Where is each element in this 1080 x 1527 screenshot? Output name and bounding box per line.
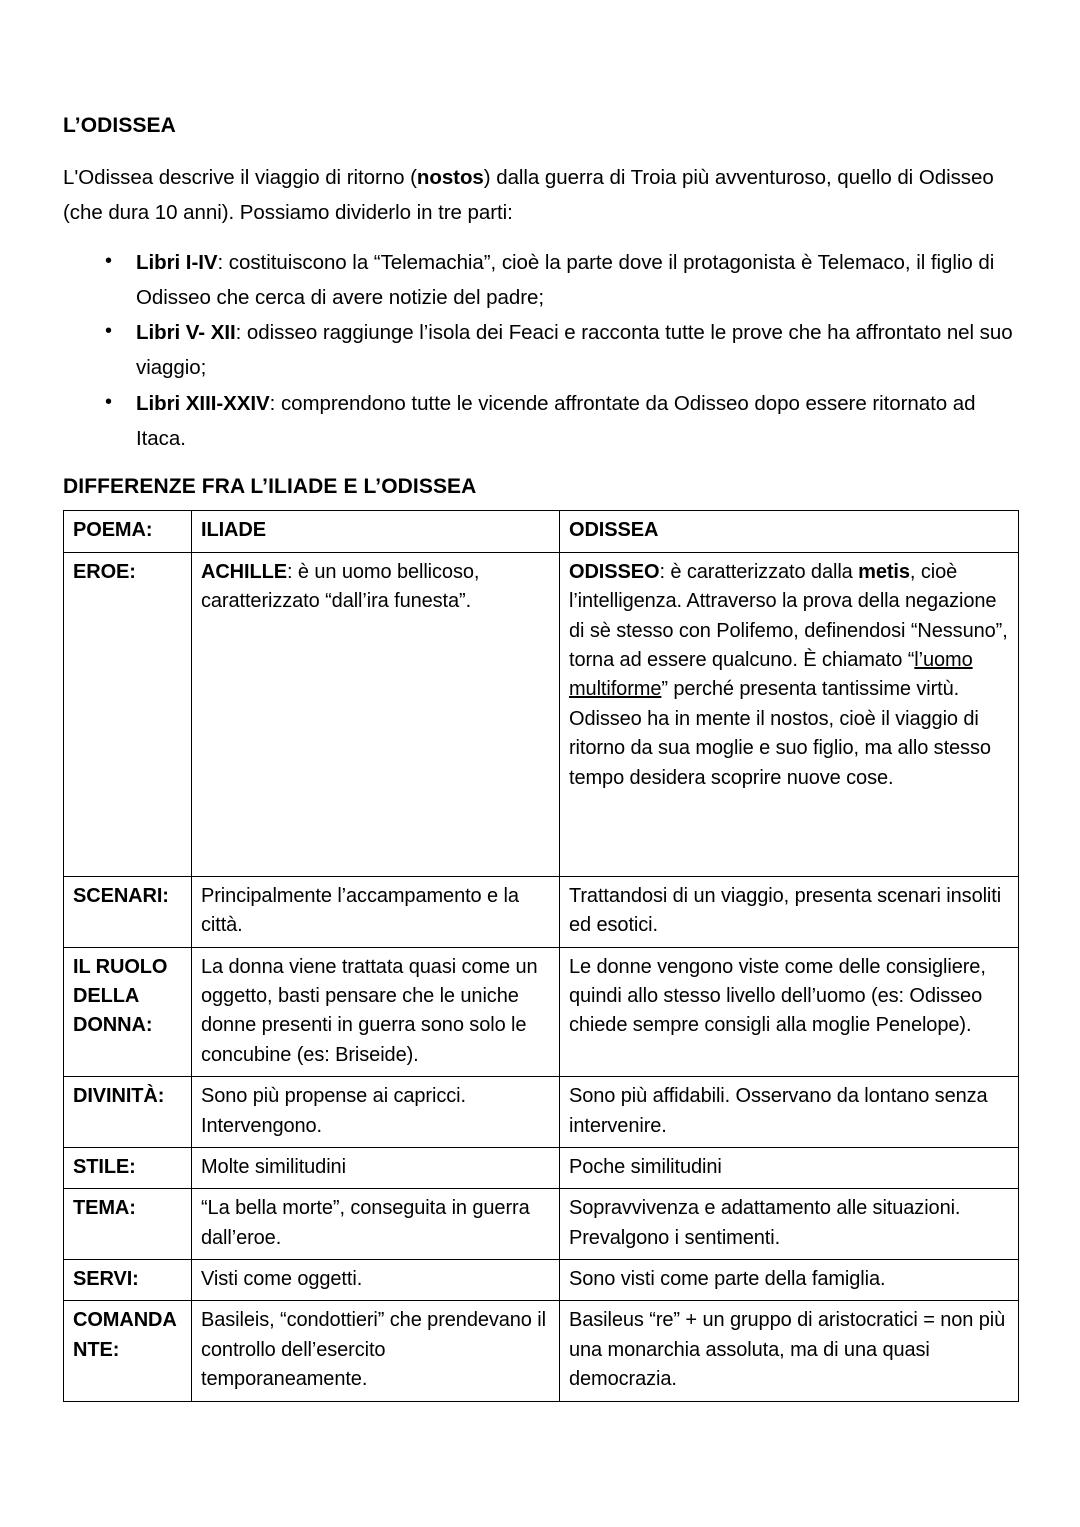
table-row xyxy=(64,552,1019,876)
table-header-row xyxy=(64,511,1019,552)
cell-iliade-comandante: Basileis, “condottieri” che prendevano il controllo dell’esercito temporaneamente. xyxy=(192,1301,560,1401)
row-label-divinita: DIVINITÀ: xyxy=(64,1077,192,1148)
cell-odissea-tema: Sopravvivenza e adattamento alle situazioni. Prevalgono i sentimenti. xyxy=(560,1189,1019,1260)
page-title: L’ODISSEA xyxy=(63,114,176,137)
bullet-label: Libri I-IV xyxy=(136,250,218,274)
table-row xyxy=(64,1077,1019,1148)
intro-emphasis-nostos: nostos xyxy=(416,166,484,190)
row-label-eroe: EROE: xyxy=(64,552,192,876)
table-row xyxy=(64,1260,1019,1301)
list-item xyxy=(105,245,1018,316)
row-label-scenari: SCENARI: xyxy=(64,876,192,947)
cell-iliade-stile: Molte similitudini xyxy=(192,1147,560,1188)
table-header-iliade: ILIADE xyxy=(192,511,560,552)
cell-odissea-eroe xyxy=(560,552,1019,876)
cell-emphasis-metis: metis xyxy=(858,560,910,583)
cell-odissea-ruolo-donna: Le donne vengono viste come delle consigliere, quindi allo stesso livello dell’uomo (es: Odisseo chiede sempre consigli alla moglie Penelope). xyxy=(560,947,1019,1077)
intro-text-before: L'Odissea descrive il viaggio di ritorno ( xyxy=(63,166,417,190)
table-header-poema: POEMA: xyxy=(64,511,192,552)
cell-iliade-divinita: Sono più propense ai capricci. Intervengono. xyxy=(192,1077,560,1148)
bullet-text: : comprendono tutte le vicende affrontate da Odisseo dopo essere ritornato ad Itaca. xyxy=(136,391,976,450)
table-row xyxy=(64,947,1019,1077)
cell-underline-uomo-multiforme: l’uomo multiforme xyxy=(569,648,973,701)
table-row xyxy=(64,1301,1019,1401)
bullet-label: Libri XIII-XXIV xyxy=(136,391,270,415)
table-row xyxy=(64,1189,1019,1260)
row-label-stile: STILE: xyxy=(64,1147,192,1188)
cell-odissea-servi: Sono visti come parte della famiglia. xyxy=(560,1260,1019,1301)
section-heading-differenze: DIFFERENZE FRA L’ILIADE E L’ODISSEA xyxy=(63,475,477,499)
row-label-tema: TEMA: xyxy=(64,1189,192,1260)
cell-odissea-stile: Poche similitudini xyxy=(560,1147,1019,1188)
cell-iliade-servi: Visti come oggetti. xyxy=(192,1260,560,1301)
table-row xyxy=(64,1147,1019,1188)
comparison-table xyxy=(63,510,1019,1401)
cell-iliade-eroe xyxy=(192,552,560,876)
list-item xyxy=(105,315,1018,386)
cell-iliade-scenari: Principalmente l’accampamento e la città. xyxy=(192,876,560,947)
cell-iliade-tema: “La bella morte”, conseguita in guerra dall’eroe. xyxy=(192,1189,560,1260)
cell-text-b: , cioè l’intelligenza. Attraverso la prova della negazione di sè stesso con Polifemo, definendosi “Nessuno”, torna ad essere qualcuno. È chiamato “ xyxy=(569,560,1008,671)
cell-iliade-ruolo-donna: La donna viene trattata quasi come un oggetto, basti pensare che le uniche donne presenti in guerra sono solo le concubine (es: Briseide). xyxy=(192,947,560,1077)
row-label-ruolo-donna: IL RUOLO DELLA DONNA: xyxy=(64,947,192,1077)
list-item xyxy=(105,386,1018,457)
table-header-odissea: ODISSEA xyxy=(560,511,1019,552)
cell-emphasis-achille: ACHILLE xyxy=(201,560,287,583)
row-label-comandante: COMANDANTE: xyxy=(64,1301,192,1401)
row-label-servi: SERVI: xyxy=(64,1260,192,1301)
parts-list xyxy=(63,245,1018,457)
cell-text: : è un uomo bellicoso, caratterizzato “dall’ira funesta”. xyxy=(201,560,480,613)
table-row xyxy=(64,876,1019,947)
bullet-label: Libri V- XII xyxy=(136,321,236,345)
intro-text-after: ) dalla guerra di Troia più avventuroso, quello di Odisseo (che dura 10 anni). Possiamo dividerlo in tre parti: xyxy=(63,166,994,225)
cell-text-a: : è caratterizzato dalla xyxy=(659,560,859,583)
cell-text-c: ” perché presenta tantissime virtù. Odisseo ha in mente il nostos, cioè il viaggio di ritorno da sua moglie e suo figlio, ma allo stesso tempo desidera scoprire nuove cose. xyxy=(569,678,991,789)
bullet-text: : odisseo raggiunge l’isola dei Feaci e racconta tutte le prove che ha affrontato nel suo viaggio; xyxy=(136,321,1013,380)
bullet-text: : costituiscono la “Telemachia”, cioè la parte dove il protagonista è Telemaco, il figlio di Odisseo che cerca di avere notizie del padre; xyxy=(136,250,995,309)
intro-paragraph xyxy=(63,160,1018,231)
cell-odissea-comandante: Basileus “re” + un gruppo di aristocratici = non più una monarchia assoluta, ma di una quasi democrazia. xyxy=(560,1301,1019,1401)
cell-emphasis-odisseo: ODISSEO xyxy=(569,560,660,583)
cell-odissea-divinita: Sono più affidabili. Osservano da lontano senza intervenire. xyxy=(560,1077,1019,1148)
cell-odissea-scenari: Trattandosi di un viaggio, presenta scenari insoliti ed esotici. xyxy=(560,876,1019,947)
